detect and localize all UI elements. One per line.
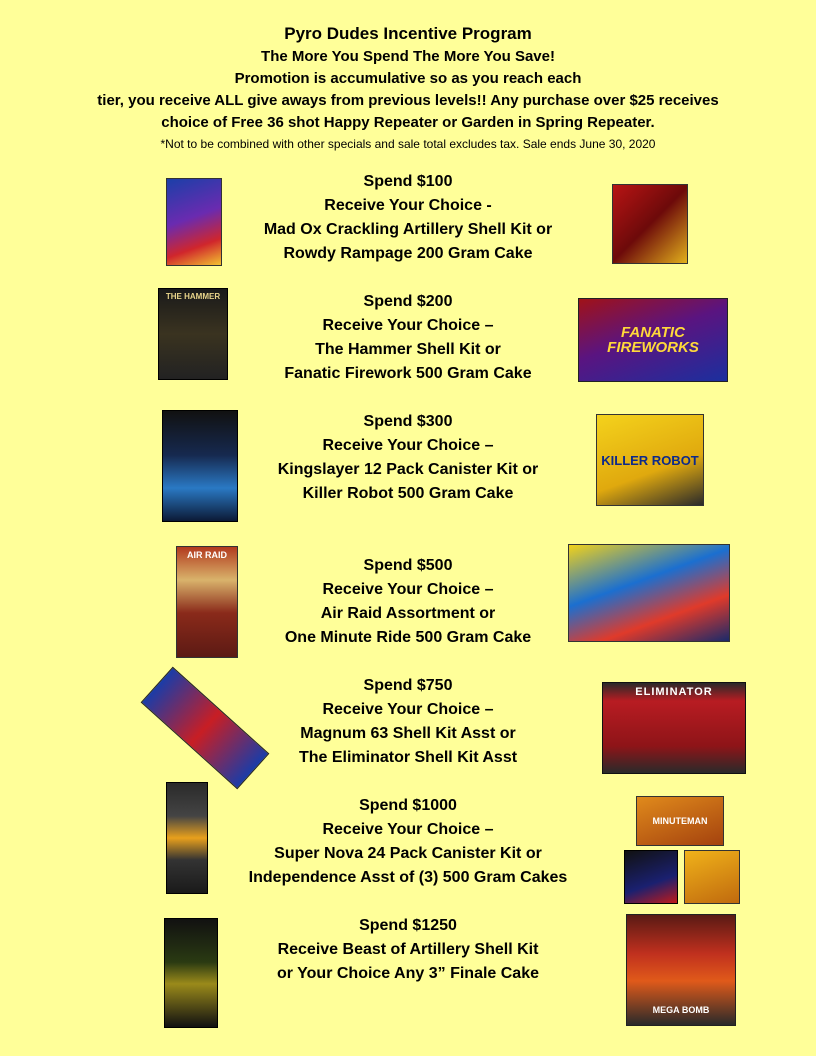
super-nova-canister-kit-image [166,782,208,894]
tier-500 [0,550,816,664]
tier-line: Receive Your Choice – [322,581,494,598]
tier-amount: Spend $1000 [359,797,457,814]
hammer-shell-kit-image [158,288,228,380]
tier-line: Rowdy Rampage 200 Gram Cake [283,245,533,262]
tier-amount: Spend $500 [363,557,453,574]
tier-750 [0,674,816,784]
rowdy-rampage-product-image [612,184,688,264]
tier-line: Receive Beast of Artillery Shell Kit [277,941,539,958]
tier-text [228,290,588,386]
air-raid-label: AIR RAID [187,550,227,560]
promo-line-1: Promotion is accumulative so as you reach each [234,70,582,87]
tier-line: Independence Asst of (3) 500 Gram Cakes [248,869,568,886]
tier-amount: Spend $750 [363,677,453,694]
tier-line: The Hammer Shell Kit or [315,341,501,358]
tier-amount: Spend $300 [363,413,453,430]
page-title: Pyro Dudes Incentive Program [284,24,532,43]
tier-line: Receive Your Choice – [322,317,494,334]
tier-100 [0,170,816,280]
independence-cake-image-left [624,850,678,904]
promo-line-3: choice of Free 36 shot Happy Repeater or Garden in Spring Repeater. [161,114,655,131]
tier-line: Fanatic Firework 500 Gram Cake [284,365,532,382]
independence-cake-image-right [684,850,740,904]
mega-bomb-label: MEGA BOMB [652,1005,710,1015]
minuteman-label: MINUTEMAN [652,815,708,826]
tier-1250 [0,914,816,1024]
minuteman-cake-image [636,796,724,846]
tier-line: Receive Your Choice – [322,821,494,838]
tier-text [228,170,588,266]
tier-text [228,554,588,650]
eliminator-label: ELIMINATOR [635,686,713,698]
mega-bomb-finale-cake-image [626,914,736,1026]
tier-line: One Minute Ride 500 Gram Cake [284,629,532,646]
disclaimer-note: *Not to be combined with other specials and sale total excludes tax. Sale ends June 30, 2020 [160,137,656,151]
tier-line: Receive Your Choice – [322,701,494,718]
tier-line: Air Raid Assortment or [320,605,496,622]
mad-ox-product-image [166,178,222,266]
tier-line: Kingslayer 12 Pack Canister Kit or [277,461,539,478]
tier-line: Killer Robot 500 Gram Cake [302,485,514,502]
eliminator-shell-kit-image [602,682,746,774]
air-raid-assortment-image [176,546,238,658]
tier-300 [0,410,816,520]
tier-1000 [0,794,816,904]
promo-line-2: tier, you receive ALL give aways from previous levels!! Any purchase over $25 receives [97,92,719,109]
tier-text [228,794,588,890]
hammer-label: THE HAMMER [165,292,221,301]
tier-line: Super Nova 24 Pack Canister Kit or [274,845,542,862]
tier-amount: Spend $1250 [359,917,457,934]
tier-line: Magnum 63 Shell Kit Asst or [300,725,516,742]
header [0,22,816,152]
tier-line: Receive Your Choice – [322,437,494,454]
killer-robot-label: KILLER ROBOT [601,452,699,468]
tier-200 [0,290,816,400]
tier-line: or Your Choice Any 3” Finale Cake [277,965,539,982]
fanatic-label: FANATIC FIREWORKS [607,324,699,356]
kingslayer-canister-kit-image [162,410,238,522]
tier-line: The Eliminator Shell Kit Asst [298,749,518,766]
tier-line: Mad Ox Crackling Artillery Shell Kit or [263,221,553,238]
fanatic-firework-cake-image [578,298,728,382]
beast-of-artillery-shell-kit-image [164,918,218,1028]
tier-line: Receive Your Choice - [324,197,492,214]
one-minute-ride-cake-image [568,544,730,642]
tier-amount: Spend $100 [363,173,453,190]
tier-text [228,914,588,986]
killer-robot-cake-image [596,414,704,506]
tier-text [228,674,588,770]
tagline: The More You Spend The More You Save! [261,48,555,65]
tier-amount: Spend $200 [363,293,453,310]
tier-text [228,410,588,506]
